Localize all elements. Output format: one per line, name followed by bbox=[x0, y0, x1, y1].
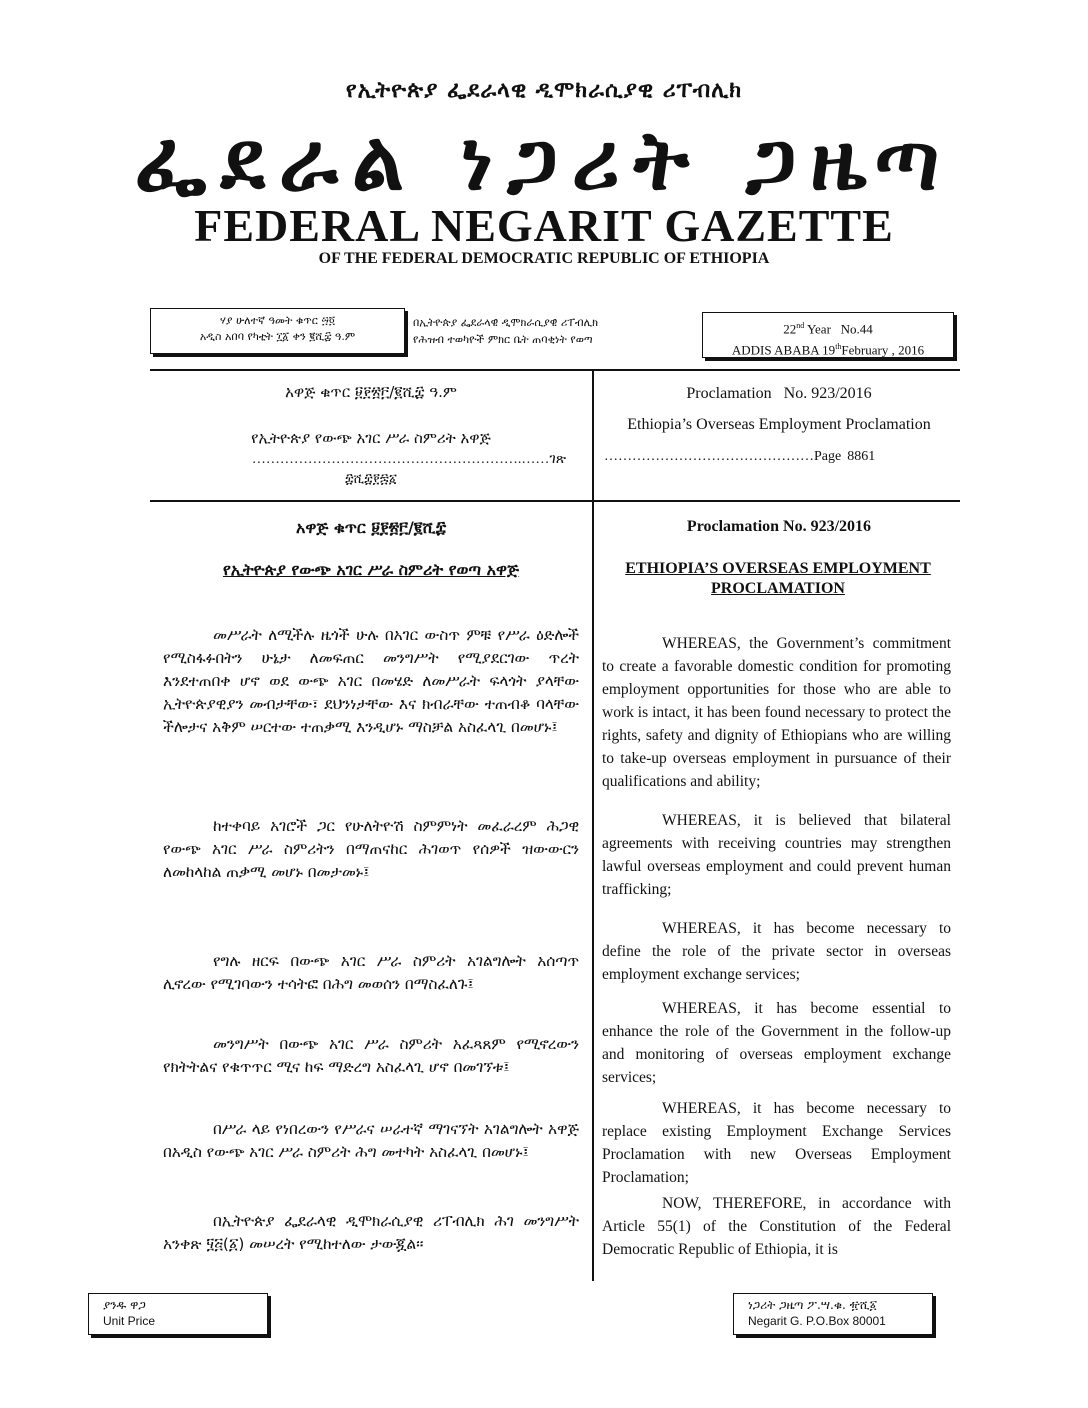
unit-price-amharic: ያንዱ ዋጋ bbox=[103, 1298, 146, 1312]
po-box-box bbox=[733, 1293, 933, 1335]
english-preamble-paragraph: WHEREAS, the Government’s commitment to create a favorable domestic condition for promoting employment opportunities for those who are able to work is intact, it has been found necessary to protect the rights, safety and dignity of Ethiopians who are willing to take-up overseas employment in pursuance of their qualifications and ability; bbox=[602, 635, 951, 790]
amharic-proclamation-no: አዋጅ ቁጥር ፱፻፳፫/፪ሺ፰ bbox=[295, 518, 447, 537]
contents-amharic-title: የኢትዮጵያ የውጭ አገር ሥራ ስምሪት አዋጅ bbox=[251, 429, 491, 447]
po-box-amharic: ነጋሪት ጋዜጣ ፖ.ሣ.ቁ. ፹ሺ፩ bbox=[748, 1298, 877, 1312]
issue-publisher-amharic bbox=[413, 314, 699, 356]
publisher-line-2: የሕዝብ ተወካዮች ምክር ቤት ጠባቂነት የወጣ bbox=[413, 333, 593, 346]
issue-year-number: 22nd Year No.44 bbox=[783, 321, 873, 337]
contents-english-proclamation-no: Proclamation No. 923/2016 bbox=[686, 385, 872, 402]
amharic-preamble-paragraph: ከተቀባይ አገሮች ጋር የሁለትዮሽ ስምምነት መፈራረም ሕጋዊ የውጭ አገር ሥራ ስምሪትን በማጠናከር ሕገወጥ የሰዎች ዝውውርን ለመከላከል ጠቃሚ መሆኑ በመታመኑ፤ bbox=[163, 817, 579, 881]
issue-box-english bbox=[702, 312, 954, 358]
contents-english-page: 8861 bbox=[847, 449, 876, 464]
contents-amharic-page: ፰ሺ፰፻፷፩ bbox=[345, 472, 397, 487]
unit-price-box bbox=[88, 1293, 268, 1335]
english-proclamation-no: Proclamation No. 923/2016 bbox=[686, 518, 872, 535]
header-top-rule bbox=[150, 369, 960, 371]
issue-date: ADDIS ABABA 19thFebruary , 2016 bbox=[731, 342, 925, 358]
amharic-republic-heading: የኢትዮጵያ ፌደራላዊ ዲሞክራሲያዊ ሪፐብሊክ bbox=[345, 78, 743, 103]
amharic-preamble-paragraph: መንግሥት በውጭ አገር ሥራ ስምሪት አፈጻጸም የሚኖረውን የክትትልና የቁጥጥር ሚና ከፍ ማድረግ አስፈላጊ ሆኖ በመገኘቱ፤ bbox=[163, 1035, 579, 1076]
amharic-preamble-paragraph: የግሉ ዘርፍ በውጭ አገር ሥራ ስምሪት አገልግሎት አሰጣጥ ሊኖረው የሚገባውን ተሳትፎ በሕግ መወሰን በማስፈለጉ፤ bbox=[163, 952, 579, 993]
english-masthead-title: FEDERAL NEGARIT GAZETTE bbox=[194, 200, 894, 251]
amharic-proclamation-title: የኢትዮጵያ የውጭ አገር ሥራ ስምሪት የወጣ አዋጅ bbox=[222, 560, 520, 579]
contents-english-dots: ………………………………………Page bbox=[604, 449, 842, 464]
contents-amharic-leader: ………………………………………………….……ገጽ bbox=[251, 452, 566, 467]
contents-amharic-proclamation-no: አዋጅ ቁጥር ፱፻፳፫/፪ሺ፰ ዓ.ም bbox=[285, 383, 457, 401]
unit-price-english: Unit Price bbox=[103, 1314, 156, 1328]
issue-line-2: አዲስ አበባ የካቲት ፲፩ ቀን ፪ሺ፰ ዓ.ም bbox=[199, 330, 356, 343]
publisher-line-1: በኢትዮጵያ ፌደራላዊ ዲሞክራሲያዊ ሪፐብሊክ bbox=[413, 316, 599, 329]
english-proclamation-title: ETHIOPIA’S OVERSEAS EMPLOYMENT PROCLAMATION bbox=[625, 560, 931, 597]
contents-english-title: Ethiopia’s Overseas Employment Proclamation bbox=[627, 416, 931, 433]
amharic-masthead-title: ፌደራል ነጋሪት ጋዜጣ bbox=[134, 113, 954, 209]
english-preamble-paragraph: WHEREAS, it is believed that bilateral agreements with receiving countries may strengthen lawful overseas employment and could prevent human trafficking; bbox=[602, 812, 951, 898]
column-divider bbox=[592, 369, 594, 1281]
english-preamble-paragraph: WHEREAS, it has become necessary to replace existing Employment Exchange Services Proclamation with new Overseas Employment Proclamation; bbox=[602, 1100, 951, 1186]
amharic-preamble-paragraph: መሥራት ለሚችሉ ዜጎች ሁሉ በአገር ውስጥ ምቹ የሥራ ዕድሎች የሚስፋፉበትን ሁኔታ ለመፍጠር መንግሥት የሚያደርገው ጥረት እንደተጠበቀ ሆኖ ወደ ውጭ አገር በመሄድ ለመሥራት ፍላጎት ያላቸው ኢትዮጵያዊያን መብታቸው፣ ደህንነታቸው እና ክብራቸው ተጠብቆ ባላቸው ችሎታና አቅም ሠርተው ተጠቃሚ እንዲሆኑ ማስቻል አስፈላጊ በመሆኑ፤ bbox=[163, 626, 579, 736]
english-masthead-subtitle: OF THE FEDERAL DEMOCRATIC REPUBLIC OF ETHIOPIA bbox=[318, 250, 770, 267]
po-box-english: Negarit G. P.O.Box 80001 bbox=[748, 1314, 886, 1328]
english-preamble-paragraph: WHEREAS, it has become essential to enhance the role of the Government in the follow-up and monitoring of overseas employment exchange services; bbox=[602, 1000, 951, 1086]
english-preamble-paragraph: WHEREAS, it has become necessary to define the role of the private sector in overseas employment exchange services; bbox=[602, 920, 951, 983]
issue-box-amharic bbox=[150, 308, 405, 354]
contents-english-leader bbox=[604, 449, 954, 465]
contents-bottom-rule bbox=[150, 500, 960, 502]
english-preamble-paragraph: NOW, THEREFORE, in accordance with Article 55(1) of the Constitution of the Federal Democratic Republic of Ethiopia, it is bbox=[602, 1195, 951, 1258]
amharic-preamble-paragraph: በሥራ ላይ የነበረውን የሥራና ሠራተኛ ማገናኘት አገልግሎት አዋጅ በአዲስ የውጭ አገር ሥራ ስምሪት ሕግ መተካት አስፈላጊ በመሆኑ፤ bbox=[163, 1120, 579, 1161]
issue-line-1: ሃያ ሁለተኛ ዓመት ቁጥር ፵፬ bbox=[220, 314, 335, 327]
amharic-preamble-paragraph: በኢትዮጵያ ፌደራላዊ ዲሞክራሲያዊ ሪፐብሊክ ሕገ መንግሥት አንቀጽ ፶፭(፩) መሠረት የሚከተለው ታውጇል፡፡ bbox=[163, 1212, 579, 1253]
